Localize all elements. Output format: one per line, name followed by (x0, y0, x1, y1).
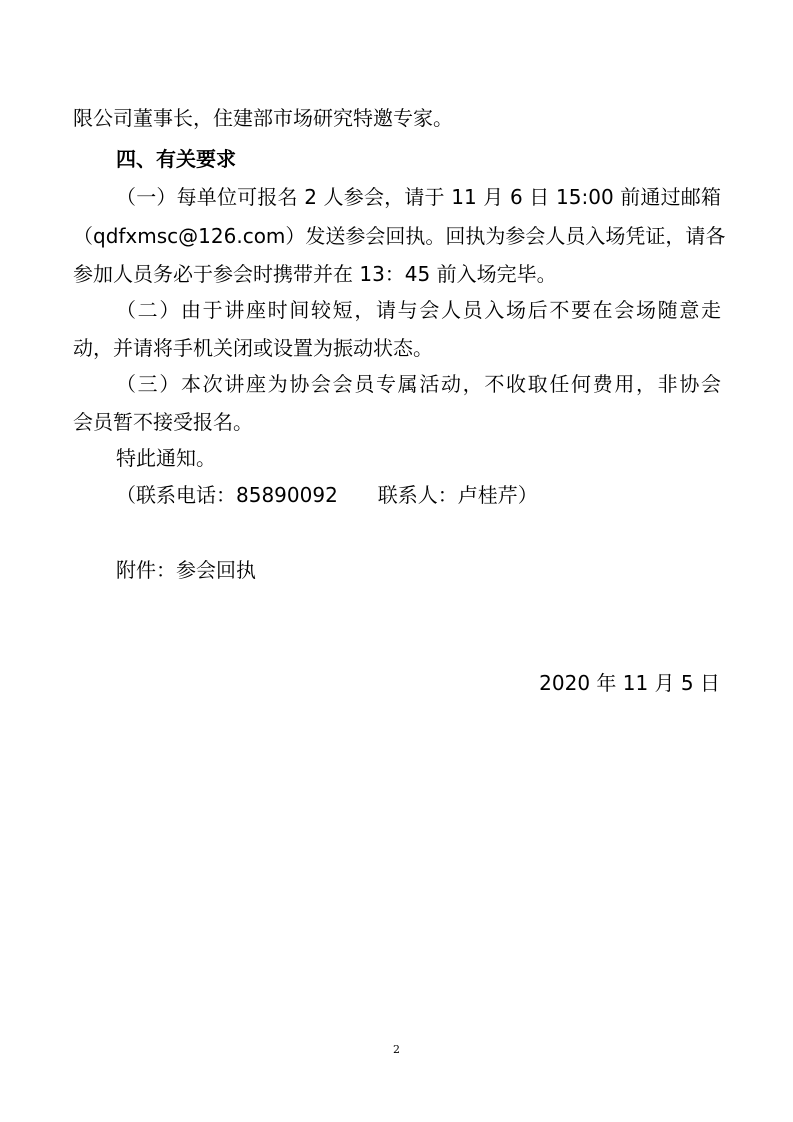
attachment-label: 附件：参会回执 (116, 558, 256, 582)
requirement-item-3-line-1: （三）本次讲座为协会会员专属活动，不收取任何费用，非协会 (116, 372, 721, 396)
page-number: 2 (393, 1043, 400, 1056)
requirement-item-1-line-2: （qdfxmsc@126.com）发送参会回执。回执为参会人员入场凭证，请各 (73, 224, 726, 248)
closing-text: 特此通知。 (116, 446, 216, 470)
contact-info: （联系电话：85890092 联系人：卢桂芹） (116, 483, 538, 507)
requirement-item-1-line-1: （一）每单位可报名 2 人参会，请于 11 月 6 日 15:00 前通过邮箱 (116, 185, 721, 209)
section-heading: 四、有关要求 (116, 147, 236, 171)
requirement-item-2-line-2: 动，并请将手机关闭或设置为振动状态。 (73, 336, 433, 360)
requirement-item-1-line-3: 参加人员务必于参会时携带并在 13：45 前入场完毕。 (73, 262, 557, 286)
document-date: 2020 年 11 月 5 日 (539, 671, 720, 695)
paragraph-continuation: 限公司董事长，住建部市场研究特邀专家。 (73, 106, 453, 130)
requirement-item-2-line-1: （二）由于讲座时间较短，请与会人员入场后不要在会场随意走 (116, 298, 721, 322)
requirement-item-3-line-2: 会员暂不接受报名。 (73, 410, 253, 434)
